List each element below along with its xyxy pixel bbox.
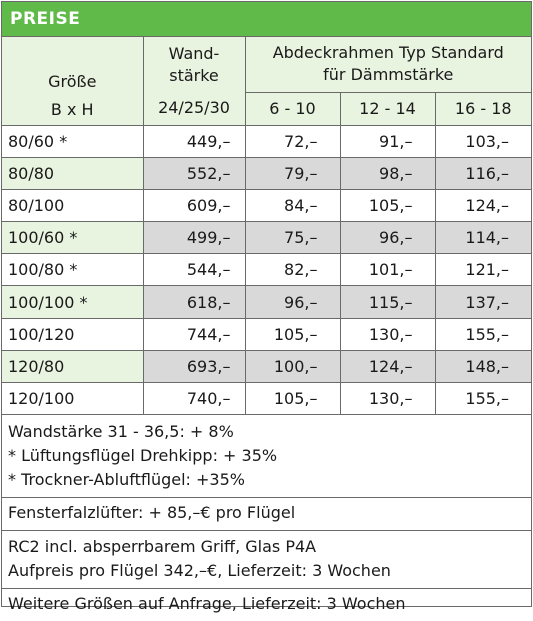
cell-frame-3: 116,– bbox=[435, 157, 531, 189]
notes-cell-2 bbox=[2, 498, 531, 531]
cell-frame-1: 96,– bbox=[245, 286, 340, 318]
cell-size: 80/80 bbox=[2, 157, 143, 189]
cell-wall: 449,– bbox=[143, 125, 245, 157]
header-frame bbox=[245, 37, 531, 92]
header-frame-label-1: Abdeckrahmen Typ Standard bbox=[272, 43, 504, 63]
cell-wall: 618,– bbox=[143, 286, 245, 318]
cell-frame-2: 130,– bbox=[340, 383, 435, 415]
table-row bbox=[2, 189, 531, 221]
header-wall-sub: 24/25/30 bbox=[143, 92, 245, 125]
notes-cell-1 bbox=[2, 415, 531, 498]
cell-frame-2: 96,– bbox=[340, 222, 435, 254]
cell-frame-3: 124,– bbox=[435, 189, 531, 221]
price-table bbox=[2, 37, 531, 621]
cell-frame-3: 121,– bbox=[435, 254, 531, 286]
cell-frame-2: 105,– bbox=[340, 189, 435, 221]
header-frame-sub-1: 6 - 10 bbox=[245, 92, 340, 125]
notes-cell-3 bbox=[2, 531, 531, 589]
cell-wall: 552,– bbox=[143, 157, 245, 189]
cell-size: 100/80 * bbox=[2, 254, 143, 286]
cell-frame-1: 105,– bbox=[245, 318, 340, 350]
cell-size: 120/80 bbox=[2, 350, 143, 382]
table-row bbox=[2, 125, 531, 157]
note-ventilation-sash: * Lüftungsflügel Drehkipp: + 35% bbox=[8, 446, 278, 466]
note-dryer-sash: * Trockner-Abluftflügel: +35% bbox=[8, 470, 245, 490]
note-wall-surcharge: Wandstärke 31 - 36,5: + 8% bbox=[8, 422, 234, 442]
header-size bbox=[2, 37, 143, 125]
header-wall-label-1: Wand- bbox=[168, 43, 220, 63]
notes-cell-4 bbox=[2, 589, 531, 621]
note-rc2: RC2 incl. absperrbarem Griff, Glas P4A bbox=[8, 537, 317, 557]
table-row bbox=[2, 383, 531, 415]
cell-wall: 693,– bbox=[143, 350, 245, 382]
cell-size: 80/60 * bbox=[2, 125, 143, 157]
cell-frame-3: 155,– bbox=[435, 318, 531, 350]
table-row bbox=[2, 157, 531, 189]
notes-block-4 bbox=[2, 589, 531, 621]
header-size-label-1: Größe bbox=[48, 71, 97, 91]
cell-frame-3: 114,– bbox=[435, 222, 531, 254]
cell-wall: 499,– bbox=[143, 222, 245, 254]
cell-frame-1: 100,– bbox=[245, 350, 340, 382]
note-rc2-price: Aufpreis pro Flügel 342,–€, Lieferzeit: 3 Wochen bbox=[8, 561, 391, 581]
cell-size: 80/100 bbox=[2, 189, 143, 221]
note-further-sizes: Weitere Größen auf Anfrage, Lieferzeit: 3 Wochen bbox=[8, 594, 406, 614]
table-row bbox=[2, 350, 531, 382]
cell-frame-2: 130,– bbox=[340, 318, 435, 350]
cell-frame-3: 155,– bbox=[435, 383, 531, 415]
header-size-label-2: B x H bbox=[50, 99, 94, 119]
cell-frame-3: 137,– bbox=[435, 286, 531, 318]
table-row bbox=[2, 318, 531, 350]
price-table-frame bbox=[1, 1, 532, 614]
header-frame-sub-3: 16 - 18 bbox=[435, 92, 531, 125]
table-row bbox=[2, 286, 531, 318]
notes-block-1 bbox=[2, 415, 531, 498]
cell-frame-2: 91,– bbox=[340, 125, 435, 157]
cell-frame-1: 84,– bbox=[245, 189, 340, 221]
table-row bbox=[2, 254, 531, 286]
cell-wall: 740,– bbox=[143, 383, 245, 415]
cell-size: 100/120 bbox=[2, 318, 143, 350]
cell-wall: 609,– bbox=[143, 189, 245, 221]
header-wall-label-2: stärke bbox=[169, 65, 219, 85]
header-frame-label-2: für Dämmstärke bbox=[323, 65, 454, 85]
table-row bbox=[2, 222, 531, 254]
header-frame-sub-2: 12 - 14 bbox=[340, 92, 435, 125]
cell-frame-2: 98,– bbox=[340, 157, 435, 189]
cell-frame-1: 72,– bbox=[245, 125, 340, 157]
cell-frame-1: 75,– bbox=[245, 222, 340, 254]
cell-frame-1: 105,– bbox=[245, 383, 340, 415]
cell-frame-1: 79,– bbox=[245, 157, 340, 189]
notes-block-3 bbox=[2, 531, 531, 589]
cell-wall: 544,– bbox=[143, 254, 245, 286]
cell-size: 120/100 bbox=[2, 383, 143, 415]
cell-size: 100/100 * bbox=[2, 286, 143, 318]
table-title: PREISE bbox=[2, 2, 531, 37]
cell-frame-2: 101,– bbox=[340, 254, 435, 286]
cell-frame-3: 103,– bbox=[435, 125, 531, 157]
cell-size: 100/60 * bbox=[2, 222, 143, 254]
cell-wall: 744,– bbox=[143, 318, 245, 350]
cell-frame-2: 124,– bbox=[340, 350, 435, 382]
cell-frame-2: 115,– bbox=[340, 286, 435, 318]
header-wall bbox=[143, 37, 245, 92]
cell-frame-3: 148,– bbox=[435, 350, 531, 382]
note-rebate-vent: Fensterfalzlüfter: + 85,–€ pro Flügel bbox=[8, 503, 296, 523]
notes-block-2 bbox=[2, 498, 531, 531]
cell-frame-1: 82,– bbox=[245, 254, 340, 286]
